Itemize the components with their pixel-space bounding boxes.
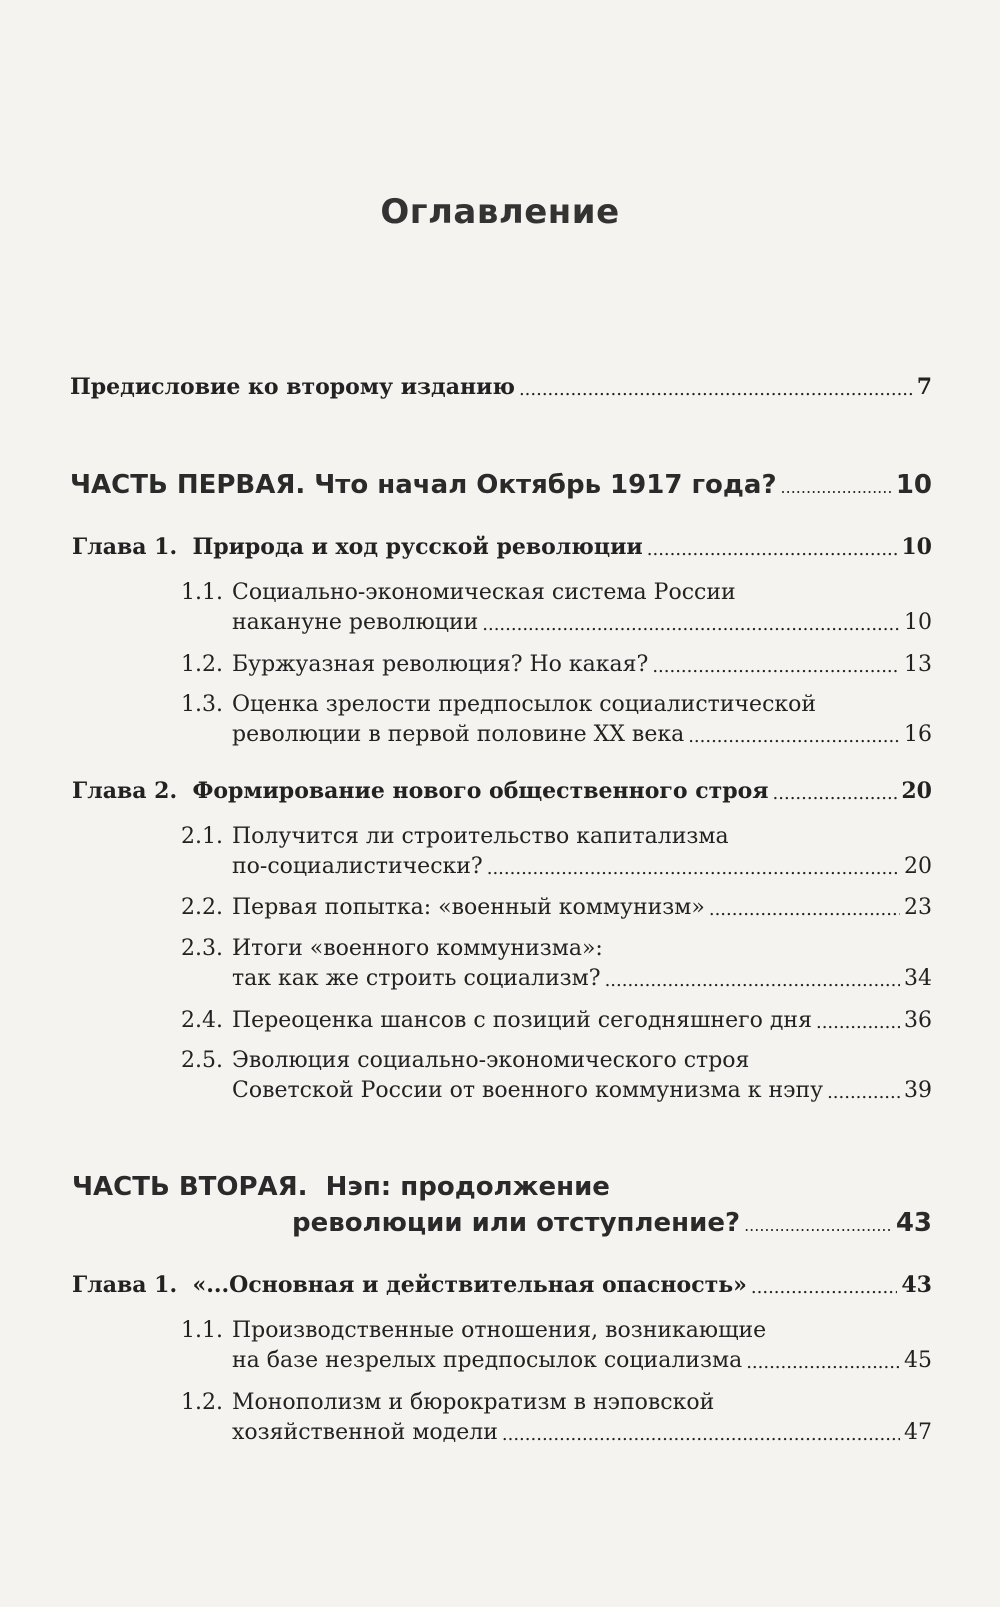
section-number: 2.4. (181, 1008, 223, 1033)
section-number: 2.2. (181, 895, 223, 920)
entry-label: Советской России от военного коммунизма к нэпу (232, 1078, 824, 1103)
toc-entry-section-1-2[interactable] (232, 652, 932, 677)
leader-dots (746, 1352, 900, 1373)
leader-dots (781, 480, 892, 500)
page-number: 20 (901, 778, 932, 804)
leader-dots (519, 379, 913, 400)
chapter-prefix: Глава 2. (72, 778, 178, 804)
section-title-line1: Итоги «военного коммунизма»: (232, 936, 603, 961)
page-number: 36 (904, 1008, 932, 1033)
section-title-line1: Оценка зрелости предпосылок социалистической (232, 692, 817, 717)
leader-dots (688, 726, 900, 747)
entry-label: накануне революции (232, 610, 479, 635)
section-title-line1: Монополизм и бюрократизм в нэповской (232, 1390, 715, 1415)
page-number: 23 (904, 895, 932, 920)
entry-label: Переоценка шансов с позиций сегодняшнего дня (232, 1008, 812, 1033)
leader-dots (502, 1424, 900, 1445)
leader-dots (744, 1218, 892, 1238)
chapter-title: Природа и ход русской революции (192, 534, 643, 560)
toc-entry-preface[interactable] (70, 374, 932, 400)
toc-entry-p2-chapter-1[interactable] (72, 1272, 932, 1298)
page-number: 39 (904, 1078, 932, 1103)
chapter-prefix: Глава 1. (72, 1272, 178, 1298)
section-number: 1.1. (181, 1318, 223, 1343)
toc-entry-section-2-3[interactable] (232, 966, 932, 991)
page-number: 10 (895, 470, 932, 500)
chapter-title: Формирование нового общественного строя (192, 778, 769, 804)
page-number: 43 (901, 1272, 932, 1298)
entry-label: революции или отступление? (292, 1208, 741, 1238)
part-prefix: ЧАСТЬ ПЕРВАЯ. (70, 470, 306, 500)
page-number: 43 (895, 1208, 932, 1238)
toc-entry-p1-chapter-2[interactable] (72, 778, 932, 804)
section-number: 1.1. (181, 580, 223, 605)
section-number: 2.3. (181, 936, 223, 961)
entry-label: на базе незрелых предпосылок социализма (232, 1348, 743, 1373)
page-number: 10 (901, 534, 932, 560)
entry-label: по-социалистически? (232, 854, 483, 879)
entry-label (72, 778, 769, 804)
toc-entry-section-2-2[interactable] (232, 895, 932, 920)
page-number: 10 (904, 610, 932, 635)
entry-label: Предисловие ко второму изданию (70, 374, 515, 400)
toc-entry-section-2-1[interactable] (232, 854, 932, 879)
section-number: 2.5. (181, 1048, 223, 1073)
chapter-prefix: Глава 1. (72, 534, 178, 560)
leader-dots (605, 970, 900, 991)
entry-label (72, 1272, 747, 1298)
section-title-line1: Получится ли строительство капитализма (232, 824, 729, 849)
page-title: Оглавление (380, 192, 620, 232)
entry-label: Буржуазная революция? Но какая? (232, 652, 649, 677)
page-number: 13 (904, 652, 932, 677)
part-title-line1: Нэп: продолжение (325, 1172, 610, 1202)
leader-dots (652, 656, 900, 677)
leader-dots (816, 1012, 900, 1033)
toc-entry-p1-chapter-1[interactable] (72, 534, 932, 560)
leader-dots (487, 858, 900, 879)
leader-dots (827, 1082, 900, 1103)
toc-entry-part-2[interactable] (292, 1208, 932, 1238)
entry-label: революции в первой половине XX века (232, 722, 685, 747)
part-prefix: ЧАСТЬ ВТОРАЯ. (72, 1172, 308, 1202)
leader-dots (709, 899, 900, 920)
section-number: 2.1. (181, 824, 223, 849)
page-number: 45 (904, 1348, 932, 1373)
entry-label (72, 534, 643, 560)
leader-dots (773, 783, 898, 804)
entry-label (70, 470, 777, 500)
toc-entry-section-2-5[interactable] (232, 1078, 932, 1103)
page-number: 20 (904, 854, 932, 879)
toc-entry-section-1-1[interactable] (232, 610, 932, 635)
leader-dots (482, 614, 900, 635)
entry-label: Первая попытка: «военный коммунизм» (232, 895, 705, 920)
page-number: 16 (904, 722, 932, 747)
section-number: 1.2. (181, 1390, 223, 1415)
leader-dots (751, 1277, 897, 1298)
page-number: 34 (904, 966, 932, 991)
section-title-line1: Эволюция социально-экономического строя (232, 1048, 750, 1073)
section-number: 1.2. (181, 652, 223, 677)
entry-label: хозяйственной модели (232, 1420, 498, 1445)
entry-label: так как же строить социализм? (232, 966, 601, 991)
toc-entry-part-1[interactable] (70, 470, 932, 500)
toc-entry-p2-section-1-2[interactable] (232, 1420, 932, 1445)
page-number: 47 (904, 1420, 932, 1445)
chapter-title: «...Основная и действительная опасность» (192, 1272, 747, 1298)
section-title-line1: Социально-экономическая система России (232, 580, 736, 605)
toc-entry-p2-section-1-1[interactable] (232, 1348, 932, 1373)
page-number: 7 (916, 374, 932, 400)
leader-dots (647, 539, 898, 560)
part-title: Что начал Октябрь 1917 года? (314, 470, 777, 500)
section-title-line1: Производственные отношения, возникающие (232, 1318, 767, 1343)
section-number: 1.3. (181, 692, 223, 717)
part-2-heading-line1 (72, 1172, 610, 1202)
toc-entry-section-1-3[interactable] (232, 722, 932, 747)
toc-entry-section-2-4[interactable] (232, 1008, 932, 1033)
